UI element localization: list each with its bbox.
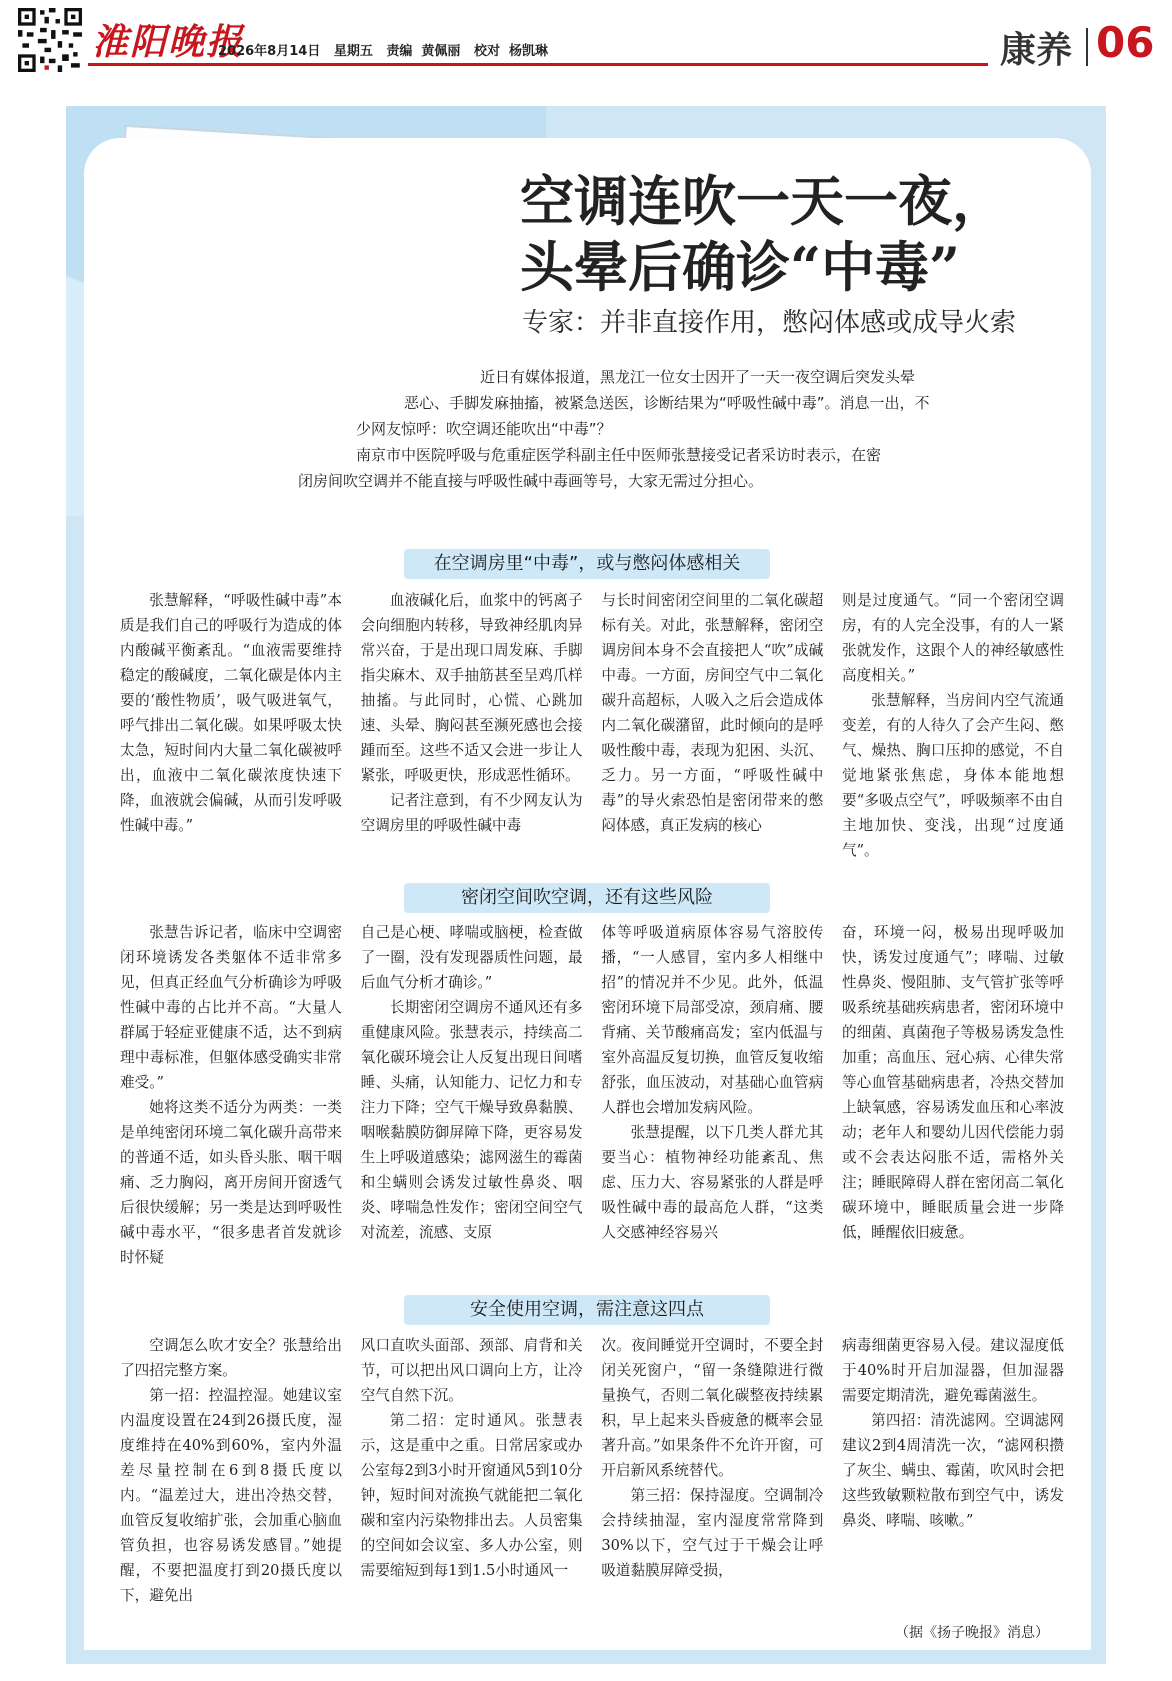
editor-label: 责编 <box>386 44 413 59</box>
paragraph: 张慧提醒，以下几类人群尤其要当心：植物神经功能紊乱、焦虑、压力大、容易紧张的人群是呼吸性碱中毒的最高危人群，“这类人交感神经容易兴 <box>601 1124 824 1241</box>
text-column <box>601 920 823 1270</box>
text-column <box>120 920 342 1270</box>
paragraph: 第三招：保持湿度。空调制冷会持续抽湿，室内湿度常常降到30%以下，空气过于干燥会让呼吸道黏膜屏障受损， <box>601 1487 824 1579</box>
paragraph: 病毒细菌更容易入侵。建议湿度低于40%时开启加湿器，但加湿器需要定期清洗，避免霉菌滋生。 <box>841 1337 1064 1404</box>
text-column <box>601 1333 823 1608</box>
section-heading: 安全使用空调，需注意这四点 <box>404 1295 770 1325</box>
paragraph: 第一招：控温控湿。她建议室内温度设置在24到26摄氏度，湿度维持在40%到60%，室内外温差尽量控制在6到8摄氏度以内。“温差过大，进出冷热交替，血管反复收缩扩张，会加重心脑血管负担，也容易诱发感冒。”她提醒，不要把温度打到20摄氏度以下，避免出 <box>120 1387 342 1604</box>
text-column <box>842 920 1064 1270</box>
text-column <box>361 588 583 863</box>
proof-label: 校对 <box>473 44 500 59</box>
lead-line: 近日有媒体报道，黑龙江一位女士因开了一天一夜空调后突发头晕 <box>480 368 916 386</box>
paragraph: 第四招：清洗滤网。空调滤网建议2到4周清洗一次，“滤网积攒了灰尘、螨虫、霉菌，吹风时会把这些致敏颗粒散布到空气中，诱发鼻炎、哮喘、咳嗽。” <box>841 1412 1064 1529</box>
issue-date: 2026年8月14日 <box>218 44 321 59</box>
paragraph: 血液碱化后，血浆中的钙离子会向细胞内转移，导致神经肌肉异常兴奋，于是出现口周发麻、手脚指尖麻木、双手抽筋甚至呈鸡爪样抽搐。与此同时，心慌、心跳加速、头晕、胸闷甚至濒死感也会接踵而至。这些不适又会进一步让人紧张，呼吸更快，形成恶性循环。 <box>360 592 583 784</box>
section-body <box>120 1333 1064 1608</box>
paragraph: 与长时间密闭空间里的二氧化碳超标有关。对此，张慧解释，密闭空调房间本身不会直接把人“吹”成碱中毒。一方面，房间空气中二氧化碳升高超标，人吸入之后会造成体内二氧化碳潴留，此时倾向的是呼吸性酸中毒，表现为犯困、头沉、乏力。另一方面，“呼吸性碱中毒”的导火索恐怕是密闭带来的憋闷体感，真正发病的核心 <box>601 592 824 834</box>
lead-line: 恶心、手脚发麻抽搐，被紧急送医，诊断结果为“呼吸性碱中毒”。消息一出，不 <box>404 394 930 412</box>
paragraph: 风口直吹头面部、颈部、肩背和关节，可以把出风口调向上方，让冷空气自然下沉。 <box>360 1337 583 1404</box>
proofreader-name: 杨凯琳 <box>508 44 548 59</box>
source-credit: （据《扬子晚报》消息） <box>895 1625 1049 1641</box>
header-rule <box>88 63 988 66</box>
text-column <box>120 588 342 863</box>
newspaper-logo: 淮阳晚报 <box>92 21 245 63</box>
section-heading: 在空调房里“中毒”，或与憋闷体感相关 <box>404 549 770 579</box>
lead-line: 南京市中医院呼吸与危重症医学科副主任中医师张慧接受记者采访时表示，在密 <box>356 446 882 464</box>
text-column <box>842 588 1064 863</box>
qr-code-icon[interactable] <box>18 8 82 72</box>
text-column <box>361 1333 583 1608</box>
section-heading: 密闭空间吹空调，还有这些风险 <box>404 883 770 913</box>
title-line-1: 空调连吹一天一夜， <box>520 169 1006 233</box>
page-header <box>0 0 1172 86</box>
text-column <box>601 588 823 863</box>
section-body <box>120 920 1064 1270</box>
article-subtitle: 专家：并非直接作用，憋闷体感或成导火索 <box>522 308 1017 338</box>
text-column <box>361 920 583 1270</box>
paragraph: 次。夜间睡觉开空调时，不要全封闭关死窗户，“留一条缝隙进行微量换气，否则二氧化碳整夜持续累积，早上起来头昏疲惫的概率会显著升高。”如果条件不允许开窗，可开启新风系统替代。 <box>601 1337 824 1479</box>
issue-weekday: 星期五 <box>333 44 373 59</box>
paragraph: 奋，环境一闷，极易出现呼吸加快，诱发过度通气”；哮喘、过敏性鼻炎、慢阻肺、支气管扩张等呼吸系统基础疾病患者，密闭环境中的细菌、真菌孢子等极易诱发急性加重；高血压、冠心病、心律失常等心血管基础病患者，冷热交替加上缺氧感，容易诱发血压和心率波动；老年人和婴幼儿因代偿能力弱或不会表达闷胀不适，需格外关注；睡眠障碍人群在密闭高二氧化碳环境中，睡眠质量会进一步降低，睡醒依旧疲惫。 <box>841 924 1064 1241</box>
article-title <box>520 168 1006 300</box>
issue-meta <box>218 40 557 59</box>
paragraph: 长期密闭空调房不通风还有多重健康风险。张慧表示，持续高二氧化碳环境会让人反复出现日间嗜睡、头痛，认知能力、记忆力和专注力下降；空气干燥导致鼻黏膜、咽喉黏膜防御屏障下降，更容易发生上呼吸道感染；滤网滋生的霉菌和尘螨则会诱发过敏性鼻炎、咽炎、哮喘急性发作；密闭空间空气对流差，流感、支原 <box>360 999 583 1241</box>
paragraph: 体等呼吸道病原体容易气溶胶传播，“一人感冒，室内多人相继中招”的情况并不少见。此外，低温密闭环境下局部受凉，颈肩痛、腰背痛、关节酸痛高发；室内低温与室外高温反复切换，血管反复收缩舒张，血压波动，对基础心血管病人群也会增加发病风险。 <box>601 924 824 1116</box>
paragraph: 张慧告诉记者，临床中空调密闭环境诱发各类躯体不适非常多见，但真正经血气分析确诊为呼吸性碱中毒的占比并不高。“大量人群属于轻症亚健康不适，达不到病理中毒标准，但躯体感受确实非常难受。” <box>120 924 342 1091</box>
section-body <box>120 588 1064 863</box>
section-divider <box>1086 28 1088 66</box>
page-number: 06 <box>1096 18 1155 67</box>
editor-name: 黄佩丽 <box>421 44 461 59</box>
paragraph: 第二招：定时通风。张慧表示，这是重中之重。日常居家或办公室每2到3小时开窗通风5到10分钟，短时间对流换气就能把二氧化碳和室内污染物排出去。人员密集的空间如会议室、多人办公室，则需要缩短到每1到1.5小时通风一 <box>360 1412 583 1579</box>
paragraph: 她将这类不适分为两类：一类是单纯密闭环境二氧化碳升高带来的普通不适，如头昏头胀、咽干咽痛、乏力胸闷，离开房间开窗透气后很快缓解；另一类是达到呼吸性碱中毒水平，“很多患者首发就诊时怀疑 <box>120 1099 342 1266</box>
lead-line: 少网友惊呼：吹空调还能吹出“中毒”？ <box>356 420 612 438</box>
paragraph: 空调怎么吹才安全？张慧给出了四招完整方案。 <box>120 1337 342 1379</box>
paragraph: 张慧解释，当房间内空气流通变差，有的人待久了会产生闷、憋气、燥热、胸口压抑的感觉，不自觉地紧张焦虑，身体本能地想要“多吸点空气”，呼吸频率不由自主地加快、变浅，出现“过度通气”。 <box>841 692 1064 859</box>
paragraph: 则是过度通气。“同一个密闭空调房，有的人完全没事，有的人一紧张就发作，这跟个人的神经敏感性高度相关。” <box>841 592 1064 684</box>
paragraph: 记者注意到，有不少网友认为空调房里的呼吸性碱中毒 <box>360 792 583 834</box>
title-line-2: 头晕后确诊“中毒” <box>520 235 961 299</box>
paragraph: 自己是心梗、哮喘或脑梗，检查做了一圈，没有发现器质性问题，最后血气分析才确诊。” <box>360 924 583 991</box>
text-column <box>120 1333 342 1608</box>
section-name: 康养 <box>1000 29 1073 71</box>
paragraph: 张慧解释，“呼吸性碱中毒”本质是我们自己的呼吸行为造成的体内酸碱平衡紊乱。“血液需要维持稳定的酸碱度，二氧化碳是体内主要的‘酸性物质’，吸气吸进氧气，呼气排出二氧化碳。如果呼吸太快太急，短时间内大量二氧化碳被呼出，血液中二氧化碳浓度快速下降，血液就会偏碱，从而引发呼吸性碱中毒。” <box>120 592 342 834</box>
lead-line: 闭房间吹空调并不能直接与呼吸性碱中毒画等号，大家无需过分担心。 <box>298 472 764 490</box>
text-column <box>842 1333 1064 1608</box>
